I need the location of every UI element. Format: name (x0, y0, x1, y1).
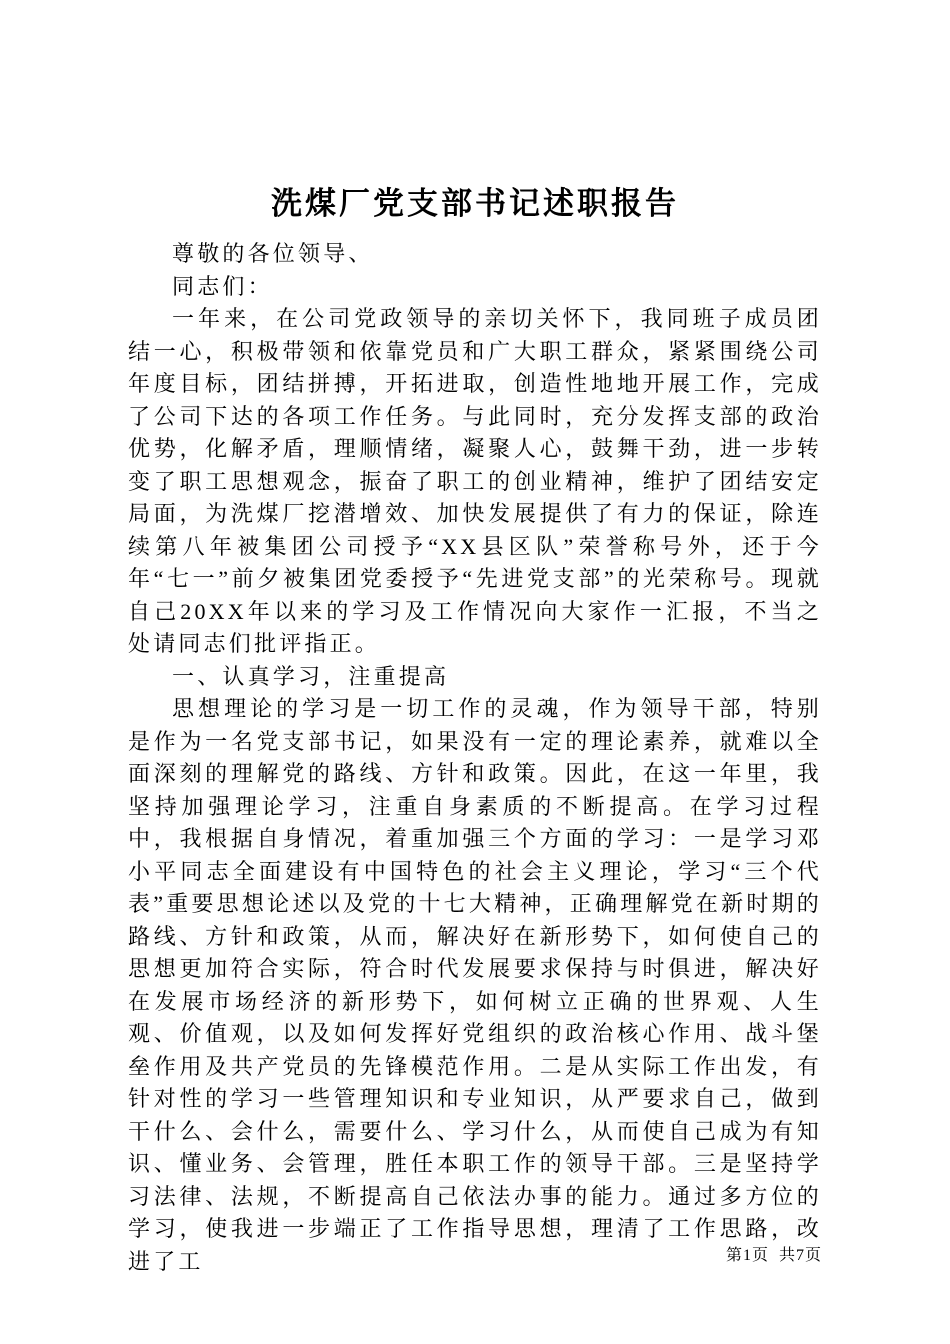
paragraph-salutation: 尊敬的各位领导、 (172, 241, 374, 266)
paragraph-intro: 一年来，在公司党政领导的亲切关怀下，我同班子成员团结一心，积极带领和依靠党员和广大职工群众，紧紧围绕公司年度目标，团结拼搏，开拓进取，创造性地地开展工作，完成了公司下达的各项工作任务。与此同时，充分发挥支部的政治优势，化解矛盾，理顺情绪，凝聚人心，鼓舞干劲，进一步转变了职工思想观念，振奋了职工的创业精神，维护了团结安定局面，为洗煤厂挖潜增效、加快发展提供了有力的保证，除连续第八年被集团公司授予“XX县区队”荣誉称号外，还于今年“七一”前夕被集团党委授予“先进党支部”的光荣称号。现就自己20XX年以来的学习及工作情况向大家作一汇报，不当之处请同志们批评指正。 (128, 306, 822, 656)
paragraph-addressees: 同志们： (172, 273, 273, 299)
section-heading-1: 一、认真学习，注重提高 (172, 663, 450, 689)
document-title: 洗煤厂党支部书记述职报告 (271, 186, 679, 221)
paragraph-section-1-body: 思想理论的学习是一切工作的灵魂，作为领导干部，特别是作为一名党支部书记，如果没有一定的理论素养，就难以全面深刻的理解党的路线、方针和政策。因此，在这一年里，我坚持加强理论学习，注重自身素质的不断提高。在学习过程中，我根据自身情况，着重加强三个方面的学习：一是学习邓小平同志全面建设有中国特色的社会主义理论，学习“三个代表”重要思想论述以及党的十七大精神，正确理解党在新时期的路线、方针和政策，从而，解决好在新形势下，如何使自己的思想更加符合实际，符合时代发展要求保持与时俱进，解决好在发展市场经济的新形势下，如何树立正确的世界观、人生观、价值观，以及如何发挥好党组织的政治核心作用、战斗堡垒作用及共产党员的先锋模范作用。二是从实际工作出发，有针对性的学习一些管理知识和专业知识，从严要求自己，做到干什么、会什么，需要什么、学习什么，从而使自己成为有知识、懂业务、会管理，胜任本职工作的领导干部。三是坚持学习法律、法规，不断提高自己依法办事的能力。通过多方位的学习，使我进一步端正了工作指导思想，理清了工作思路，改进了工 (128, 696, 822, 1274)
footer-total-pages: 共7页 (778, 1247, 822, 1264)
page-footer (726, 1242, 822, 1265)
footer-current-page: 第1页 (725, 1247, 769, 1264)
